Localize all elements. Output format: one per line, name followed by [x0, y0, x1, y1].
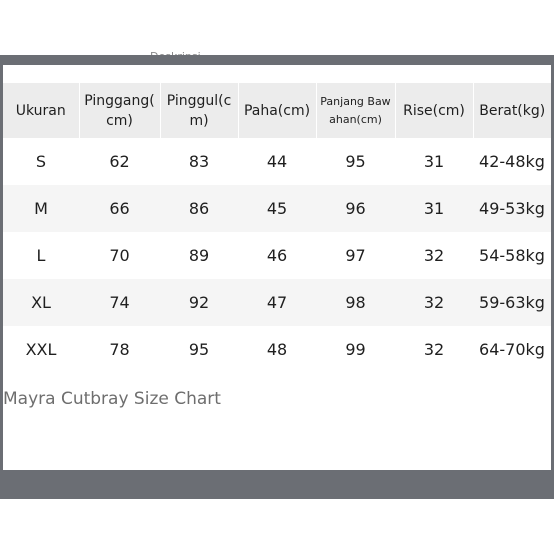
cell-hip: 89	[188, 246, 210, 265]
cell-thigh: 47	[266, 293, 288, 312]
cell-size: M	[34, 199, 48, 218]
cell-rise: 32	[423, 246, 445, 265]
cell-waist: 70	[109, 246, 130, 265]
cell-waist: 78	[109, 340, 130, 359]
cell-waist: 74	[109, 293, 130, 312]
cell-size: XL	[31, 293, 51, 312]
cell-weight: 54-58kg	[479, 246, 545, 265]
cell-weight: 59-63kg	[479, 293, 545, 312]
header-rise: Rise(cm)	[395, 83, 473, 138]
cell-length: 95	[345, 152, 366, 171]
cell-waist: 66	[109, 199, 130, 218]
cell-rise: 32	[423, 340, 445, 359]
cell-rise: 31	[423, 199, 445, 218]
page-backdrop	[0, 0, 554, 57]
table-row	[3, 185, 551, 232]
cell-size: L	[36, 246, 46, 265]
cell-rise: 31	[423, 152, 445, 171]
cell-thigh: 45	[266, 199, 288, 218]
cell-weight: 64-70kg	[479, 340, 545, 359]
cell-rise: 32	[423, 293, 445, 312]
header-thigh: Paha(cm)	[238, 83, 316, 138]
table-row	[3, 232, 551, 279]
table-header-row	[3, 83, 551, 138]
cell-size: S	[35, 152, 47, 171]
cell-hip: 95	[188, 340, 210, 359]
table-row	[3, 138, 551, 185]
cell-waist: 62	[109, 152, 130, 171]
cell-length: 99	[345, 340, 366, 359]
header-length: Panjang Baw ahan(cm)	[316, 83, 395, 138]
cell-weight: 42-48kg	[479, 152, 545, 171]
table-row	[3, 326, 551, 373]
header-size: Ukuran	[3, 83, 79, 138]
cell-hip: 92	[188, 293, 210, 312]
cell-hip: 83	[188, 152, 210, 171]
cell-thigh: 46	[266, 246, 288, 265]
cell-thigh: 48	[266, 340, 288, 359]
cell-weight: 49-53kg	[479, 199, 545, 218]
table-row	[3, 279, 551, 326]
cell-length: 96	[345, 199, 366, 218]
cell-length: 98	[345, 293, 366, 312]
cell-thigh: 44	[266, 152, 288, 171]
header-weight: Berat(kg)	[479, 102, 546, 119]
header-hip: Pinggul(c m)	[160, 83, 238, 138]
size-table	[3, 83, 551, 373]
cell-length: 97	[345, 246, 366, 265]
cell-hip: 86	[188, 199, 210, 218]
size-chart-image	[3, 65, 551, 470]
header-waist: Pinggang( cm)	[79, 83, 160, 138]
page-footer-area	[0, 499, 554, 554]
cell-size: XXL	[25, 340, 57, 359]
image-caption: Mayra Cutbray Size Chart	[3, 389, 221, 409]
